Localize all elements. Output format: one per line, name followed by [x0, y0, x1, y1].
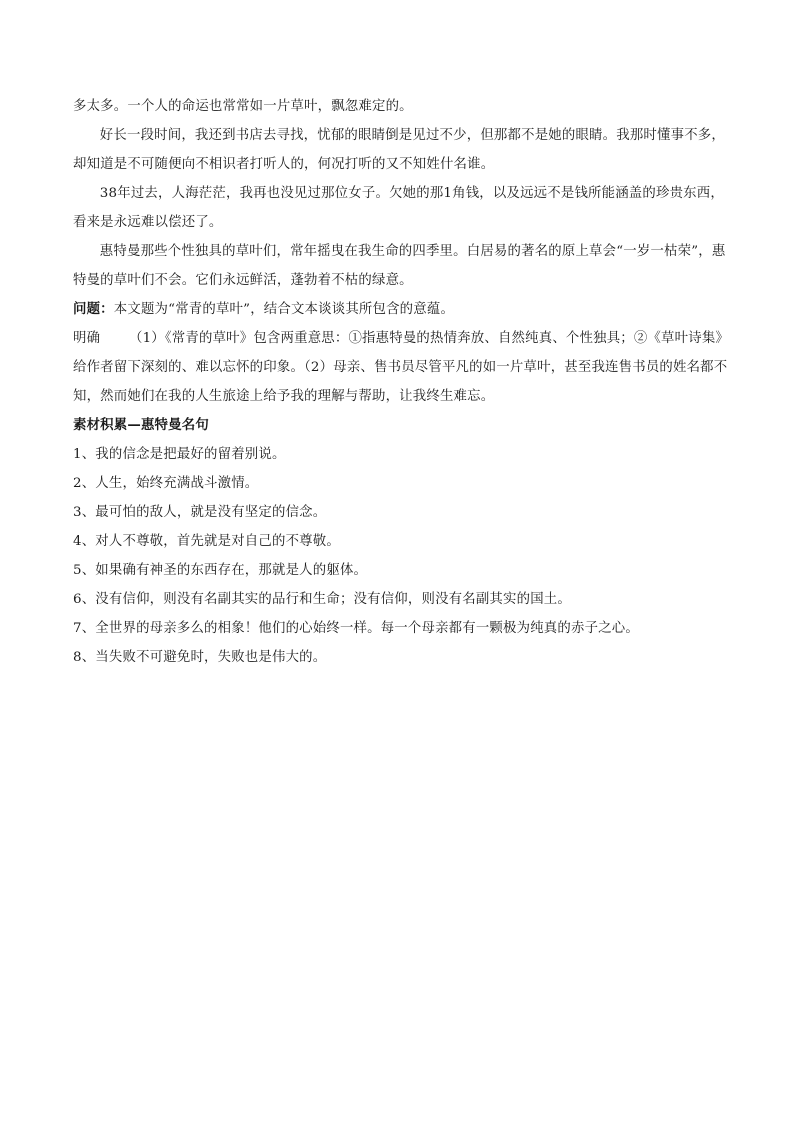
quote-item-1: 1、我的信念是把最好的留着别说。 — [73, 447, 286, 462]
question — [73, 295, 733, 324]
answer-label: 明确 — [73, 331, 101, 346]
quotes-heading: 素材积累—惠特曼名句 — [73, 418, 209, 433]
answer — [73, 324, 733, 411]
passage-paragraph-2: 好长一段时间，我还到书店去寻找，忧郁的眼睛倒是见过不少，但那都不是她的眼睛。我那时懂事不多，却知道是不可随便向不相识者打听人的，何况打听的又不知姓什名谁。 — [73, 128, 725, 172]
quote-item-7: 7、全世界的母亲多么的相象！他们的心始终一样。每一个母亲都有一颗极为纯真的赤子之心。 — [73, 621, 639, 636]
passage-paragraph-1: 多太多。一个人的命运也常常如一片草叶，飘忽难定的。 — [73, 99, 413, 114]
document-body — [73, 92, 733, 672]
quote-item-5: 5、如果确有神圣的东西存在，那就是人的躯体。 — [73, 563, 368, 578]
passage-paragraph-4: 惠特曼那些个性独具的草叶们，常年摇曳在我生命的四季里。白居易的著名的原上草会“一岁一枯荣”，惠特曼的草叶们不会。它们永远鲜活，蓬勃着不枯的绿意。 — [73, 244, 726, 288]
answer-text: （1）《常青的草叶》包含两重意思：①指惠特曼的热情奔放、自然纯真、个性独具；②《草叶诗集》给作者留下深刻的、难以忘怀的印象。（2）母亲、售书员尽管平凡的如一片草叶，甚至我连售书员的姓名都不知，然而她们在我的人生旅途上给予我的理解与帮助，让我终生难忘。 — [73, 331, 730, 404]
quote-item-6: 6、没有信仰，则没有名副其实的品行和生命；没有信仰，则没有名副其实的国土。 — [73, 592, 571, 607]
quote-item-8: 8、当失败不可避免时，失败也是伟大的。 — [73, 650, 327, 665]
question-label: 问题： — [73, 302, 114, 317]
question-text: 本文题为“常青的草叶”，结合文本谈谈其所包含的意蕴。 — [113, 302, 455, 317]
passage-paragraph-3: 38年过去，人海茫茫，我再也没见过那位女子。欠她的那1角钱，以及远远不是钱所能涵盖的珍贵东西，看来是永远难以偿还了。 — [73, 186, 724, 230]
quote-item-2: 2、人生，始终充满战斗激情。 — [73, 476, 259, 491]
quote-item-4: 4、对人不尊敬，首先就是对自己的不尊敬。 — [73, 534, 340, 549]
quote-item-3: 3、最可怕的敌人，就是没有坚定的信念。 — [73, 505, 327, 520]
